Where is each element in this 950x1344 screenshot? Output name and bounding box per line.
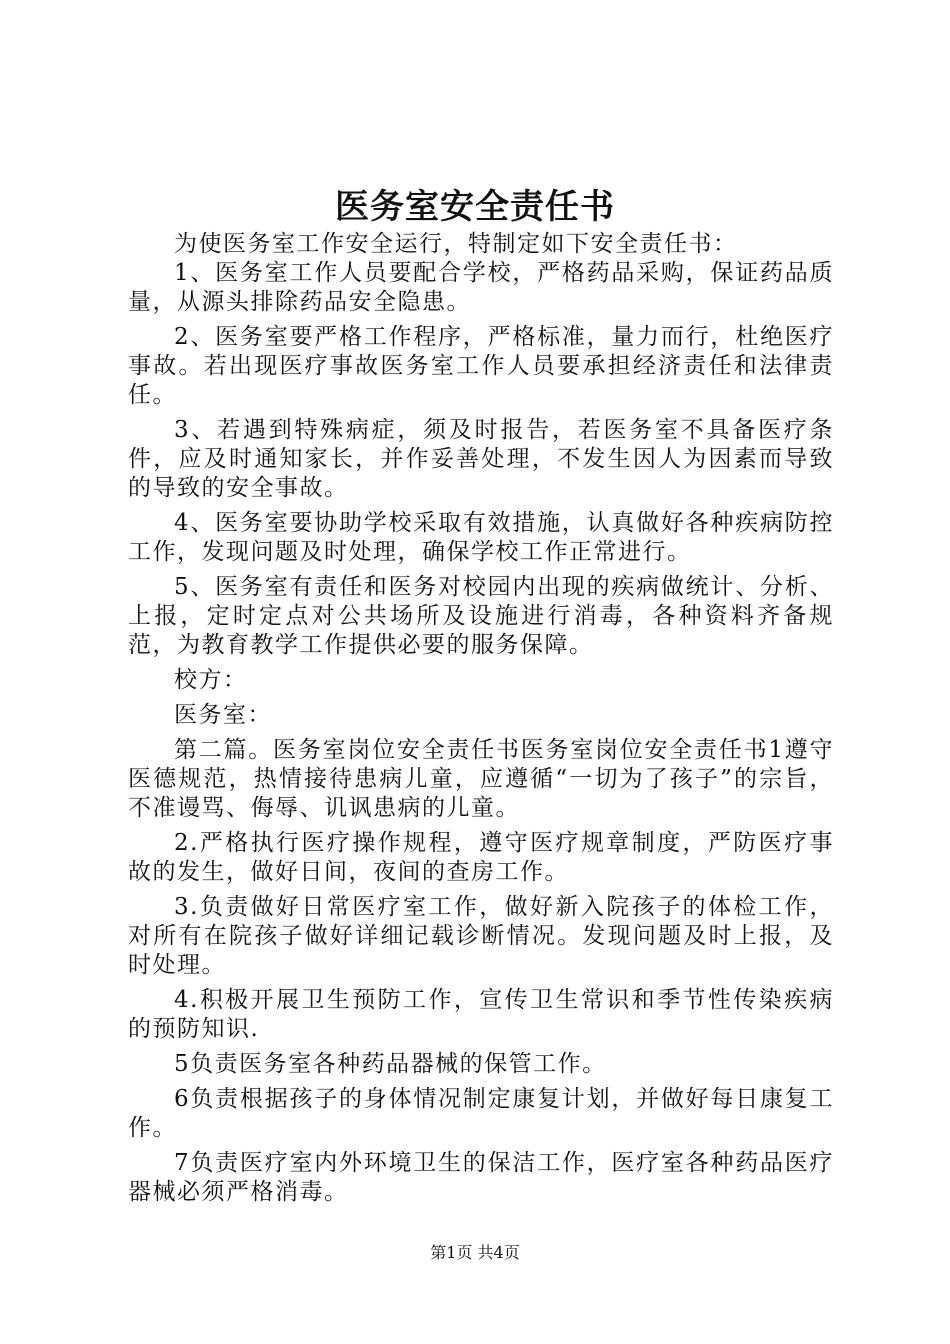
part-two-paragraph-6: 6负责根据孩子的身体情况制定康复计划，并做好每日康复工作。: [128, 1086, 834, 1141]
part-two-paragraph-4: 4.积极开展卫生预防工作，宣传卫生常识和季节性传染疾病的预防知识.: [128, 987, 834, 1042]
clause-4: 4、医务室要协助学校采取有效措施，认真做好各种疾病防控工作，发现问题及时处理，确保学校工作正常进行。: [128, 510, 834, 565]
signature-clinic: 医务室：: [174, 702, 272, 728]
clause-5: 5、医务室有责任和医务对校园内出现的疾病做统计、分析、上报，定时定点对公共场所及设施进行消毒，各种资料齐备规范，为教育教学工作提供必要的服务保障。: [128, 574, 834, 658]
part-two-paragraph-1: 第二篇。医务室岗位安全责任书医务室岗位安全责任书1遵守医德规范，热情接待患病儿童，应遵循“一切为了孩子”的宗旨，不准谩骂、侮辱、讥讽患病的儿童。: [128, 737, 834, 821]
clause-1: 1、医务室工作人员要配合学校，严格药品采购，保证药品质量，从源头排除药品安全隐患。: [128, 260, 834, 315]
part-two-paragraph-5: 5负责医务室各种药品器械的保管工作。: [174, 1051, 607, 1077]
page-number: 第1页 共4页: [430, 1243, 520, 1262]
clause-3: 3、若遇到特殊病症，须及时报告，若医务室不具备医疗条件，应及时通知家长，并作妥善处理，不发生因人为因素而导致的导致的安全事故。: [128, 417, 834, 501]
clause-2: 2、医务室要严格工作程序，严格标准，量力而行，杜绝医疗事故。若出现医疗事故医务室工作人员要承担经济责任和法律责任。: [128, 324, 834, 408]
part-two-paragraph-7: 7负责医疗室内外环境卫生的保洁工作，医疗室各种药品医疗器械必须严格消毒。: [128, 1150, 834, 1205]
document-body: [128, 230, 834, 1207]
intro-paragraph: 为使医务室工作安全运行，特制定如下安全责任书：: [174, 231, 738, 257]
part-two-paragraph-2: 2.严格执行医疗操作规程，遵守医疗规章制度，严防医疗事故的发生，做好日间，夜间的查房工作。: [128, 830, 834, 885]
part-two-paragraph-3: 3.负责做好日常医疗室工作，做好新入院孩子的体检工作，对所有在院孩子做好详细记载诊断情况。发现问题及时上报，及时处理。: [128, 894, 834, 978]
document-title: 医务室安全责任书: [335, 187, 615, 227]
signature-school: 校方：: [174, 667, 248, 693]
